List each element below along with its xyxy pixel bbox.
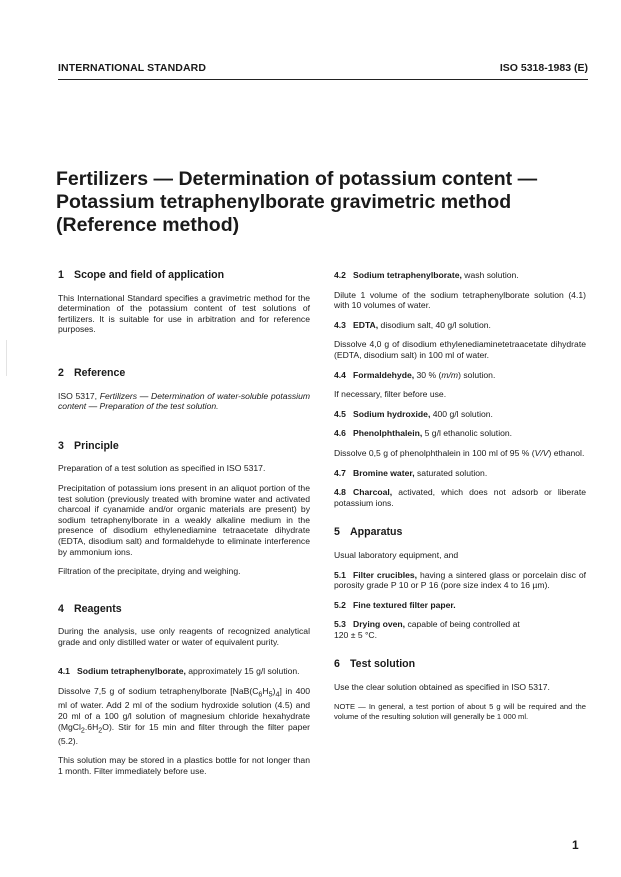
- subsection-number: 4.4: [334, 369, 346, 380]
- paragraph: [58, 391, 310, 412]
- subsection-number: 5.3: [334, 619, 346, 630]
- header-standard-number: ISO 5318-1983 (E): [499, 62, 588, 74]
- section-title: Test solution: [350, 658, 416, 671]
- apparatus-name: Fine textured filter paper.: [353, 599, 456, 610]
- apparatus-5-1: [334, 570, 586, 591]
- title-line-1: Fertilizers — Determination of potassium content —: [56, 168, 538, 190]
- right-column: [334, 270, 586, 731]
- reagent-4-5: [334, 409, 586, 420]
- section-reagents: [58, 604, 310, 777]
- subsection-number: 4.3: [334, 319, 346, 330]
- apparatus-5-3: [334, 619, 586, 640]
- reagent-name: Sodium hydroxide,: [353, 408, 431, 419]
- section-test-solution: [334, 659, 586, 721]
- section-title: Scope and field of application: [74, 269, 225, 281]
- paragraph: This solution may be stored in a plastics bottle for not longer than 1 month. Filter immediately before use.: [58, 755, 310, 777]
- reagent-name: Sodium tetraphenylborate,: [77, 666, 186, 677]
- apparatus-name: Filter crucibles,: [353, 569, 418, 580]
- reagent-name: Formaldehyde,: [353, 369, 415, 380]
- section-scope: [58, 270, 310, 335]
- paragraph: Dissolve 0,5 g of phenolphthalein in 100 ml of 95 % (V/V) ethanol.: [334, 447, 585, 458]
- reference-title: Fertilizers — Determination of water-soluble potassium content — Preparation of the test solution.: [58, 390, 311, 412]
- section-apparatus: [334, 527, 586, 640]
- margin-speck: [6, 340, 7, 376]
- reagent-description: 5 g/l ethanolic solution.: [424, 428, 513, 439]
- reagent-4-8: [334, 487, 586, 508]
- paragraph: Dissolve 4,0 g of disodium ethylenediaminetetraacetate dihydrate (EDTA, disodium salt) in 100 ml of water.: [334, 339, 586, 360]
- subsection-number: 4.8: [334, 487, 346, 498]
- reagent-4-2: [334, 270, 586, 281]
- paragraph: Dissolve 7,5 g of sodium tetraphenylborate $[NaB(C_6H_5)_4]$ in 400 ml of water. Add 2 ml of the sodium hydroxide solution (4.5) and 20 ml of a 100 g/l solution of magnesium chloride hexahydrate $(MgCl_2.6H_2O)$. Stir for 15 min and filter through the filter paper (5.2).: [58, 686, 310, 746]
- subsection-number: 5.1: [334, 569, 346, 580]
- section-heading: [334, 659, 586, 670]
- paragraph: Use the clear solution obtained as specified in ISO 5317.: [334, 682, 550, 693]
- subsection-number: 5.2: [334, 599, 346, 610]
- header-standard-type: INTERNATIONAL STANDARD: [58, 62, 207, 74]
- subsection-number: 4.6: [334, 428, 346, 439]
- apparatus-name: Drying oven,: [353, 619, 406, 630]
- section-principle: [58, 441, 310, 577]
- paragraph: This International Standard specifies a gravimetric method for the determination of the potassium content of test solutions of fertilizers. It is suitable for use in arbitration and for reference purposes.: [58, 292, 310, 335]
- paragraph: Dilute 1 volume of the sodium tetraphenylborate solution (4.1) with 10 volumes of water.: [334, 289, 586, 311]
- reagent-4-6: [334, 428, 586, 439]
- section-reference: [58, 368, 310, 412]
- section-title: Apparatus: [350, 526, 403, 539]
- reagent-description: wash solution.: [464, 270, 519, 280]
- reagent-4-1: [58, 666, 310, 677]
- paragraph: If necessary, filter before use.: [334, 389, 447, 400]
- reagent-name: Charcoal,: [353, 487, 393, 498]
- section-heading: [58, 441, 310, 452]
- reagent-description: disodium salt, 40 g/l solution.: [380, 319, 491, 330]
- apparatus-5-2: [334, 600, 586, 611]
- reference-id: ISO 5317,: [58, 390, 98, 401]
- apparatus-temperature: 120 ± 5 °C.: [334, 629, 378, 640]
- paragraph: During the analysis, use only reagents of recognized analytical grade and only distilled water or water of equivalent purity.: [58, 626, 310, 647]
- apparatus-description: having a sintered glass or porcelain disc of porosity grade P 10 or P 16 (pore size index 4 to 16 µm).: [334, 569, 586, 591]
- section-number: 2: [58, 366, 64, 379]
- page-number: 1: [572, 838, 579, 852]
- section-title: Principle: [74, 439, 119, 452]
- reagent-name: Phenolphthalein,: [353, 428, 423, 439]
- subsection-number: 4.1: [58, 666, 70, 677]
- section-number: 3: [58, 439, 64, 452]
- left-column: [58, 270, 310, 786]
- paragraph: Filtration of the precipitate, drying and weighing.: [58, 566, 241, 577]
- reagent-4-4: 4.4 Formaldehyde, 30 % (m/m) solution.: [334, 369, 496, 380]
- section-number: 1: [58, 269, 64, 281]
- section-heading: [334, 527, 586, 538]
- paragraph: Preparation of a test solution as specified in ISO 5317.: [58, 463, 266, 474]
- note: NOTE — In general, a test portion of about 5 g will be required and the volume of the resulting solution will generally be 1 000 ml.: [334, 701, 586, 721]
- apparatus-description: capable of being controlled at: [407, 619, 520, 630]
- subsection-number: 4.7: [334, 467, 346, 478]
- title-line-3: (Reference method): [56, 214, 240, 236]
- section-number: 6: [334, 658, 340, 671]
- section-heading: [58, 368, 310, 379]
- reagent-name: Sodium tetraphenylborate,: [353, 270, 462, 280]
- section-heading: [58, 604, 310, 615]
- section-number: 5: [334, 526, 340, 539]
- reagent-description: 400 g/l solution.: [432, 408, 493, 419]
- reagent-4-7: [334, 468, 586, 479]
- paragraph: Usual laboratory equipment, and: [334, 549, 459, 560]
- section-number: 4: [58, 602, 64, 615]
- document-title: [56, 168, 586, 237]
- reagent-description: saturated solution.: [417, 467, 488, 478]
- header-rule: [58, 79, 588, 80]
- reagent-description: approximately 15 g/l solution.: [188, 666, 300, 677]
- section-title: Reagents: [74, 602, 122, 615]
- subsection-number: 4.2: [334, 270, 346, 280]
- reagent-name: EDTA,: [353, 319, 379, 330]
- subsection-number: 4.5: [334, 408, 346, 419]
- section-title: Reference: [74, 366, 126, 379]
- title-line-2: Potassium tetraphenylborate gravimetric method: [56, 191, 512, 213]
- page-header: [58, 62, 588, 78]
- reagent-description: activated, which does not adsorb or liberate potassium ions.: [334, 487, 587, 508]
- section-heading: [58, 270, 310, 281]
- reagent-4-3: [334, 320, 586, 331]
- reagent-name: Bromine water,: [353, 467, 415, 478]
- paragraph: Precipitation of potassium ions present in an aliquot portion of the test solution (previously treated with bromine water and activated charcoal if cyanamide and/or organic materials are present) by sodium tetraphenylborate in a weakly alkaline medium in the presence of disodium ethylenediamine tetraacetate dihydrate (EDTA, disodium salt) and formaldehyde to eliminate interference by ammonium ions.: [58, 482, 310, 557]
